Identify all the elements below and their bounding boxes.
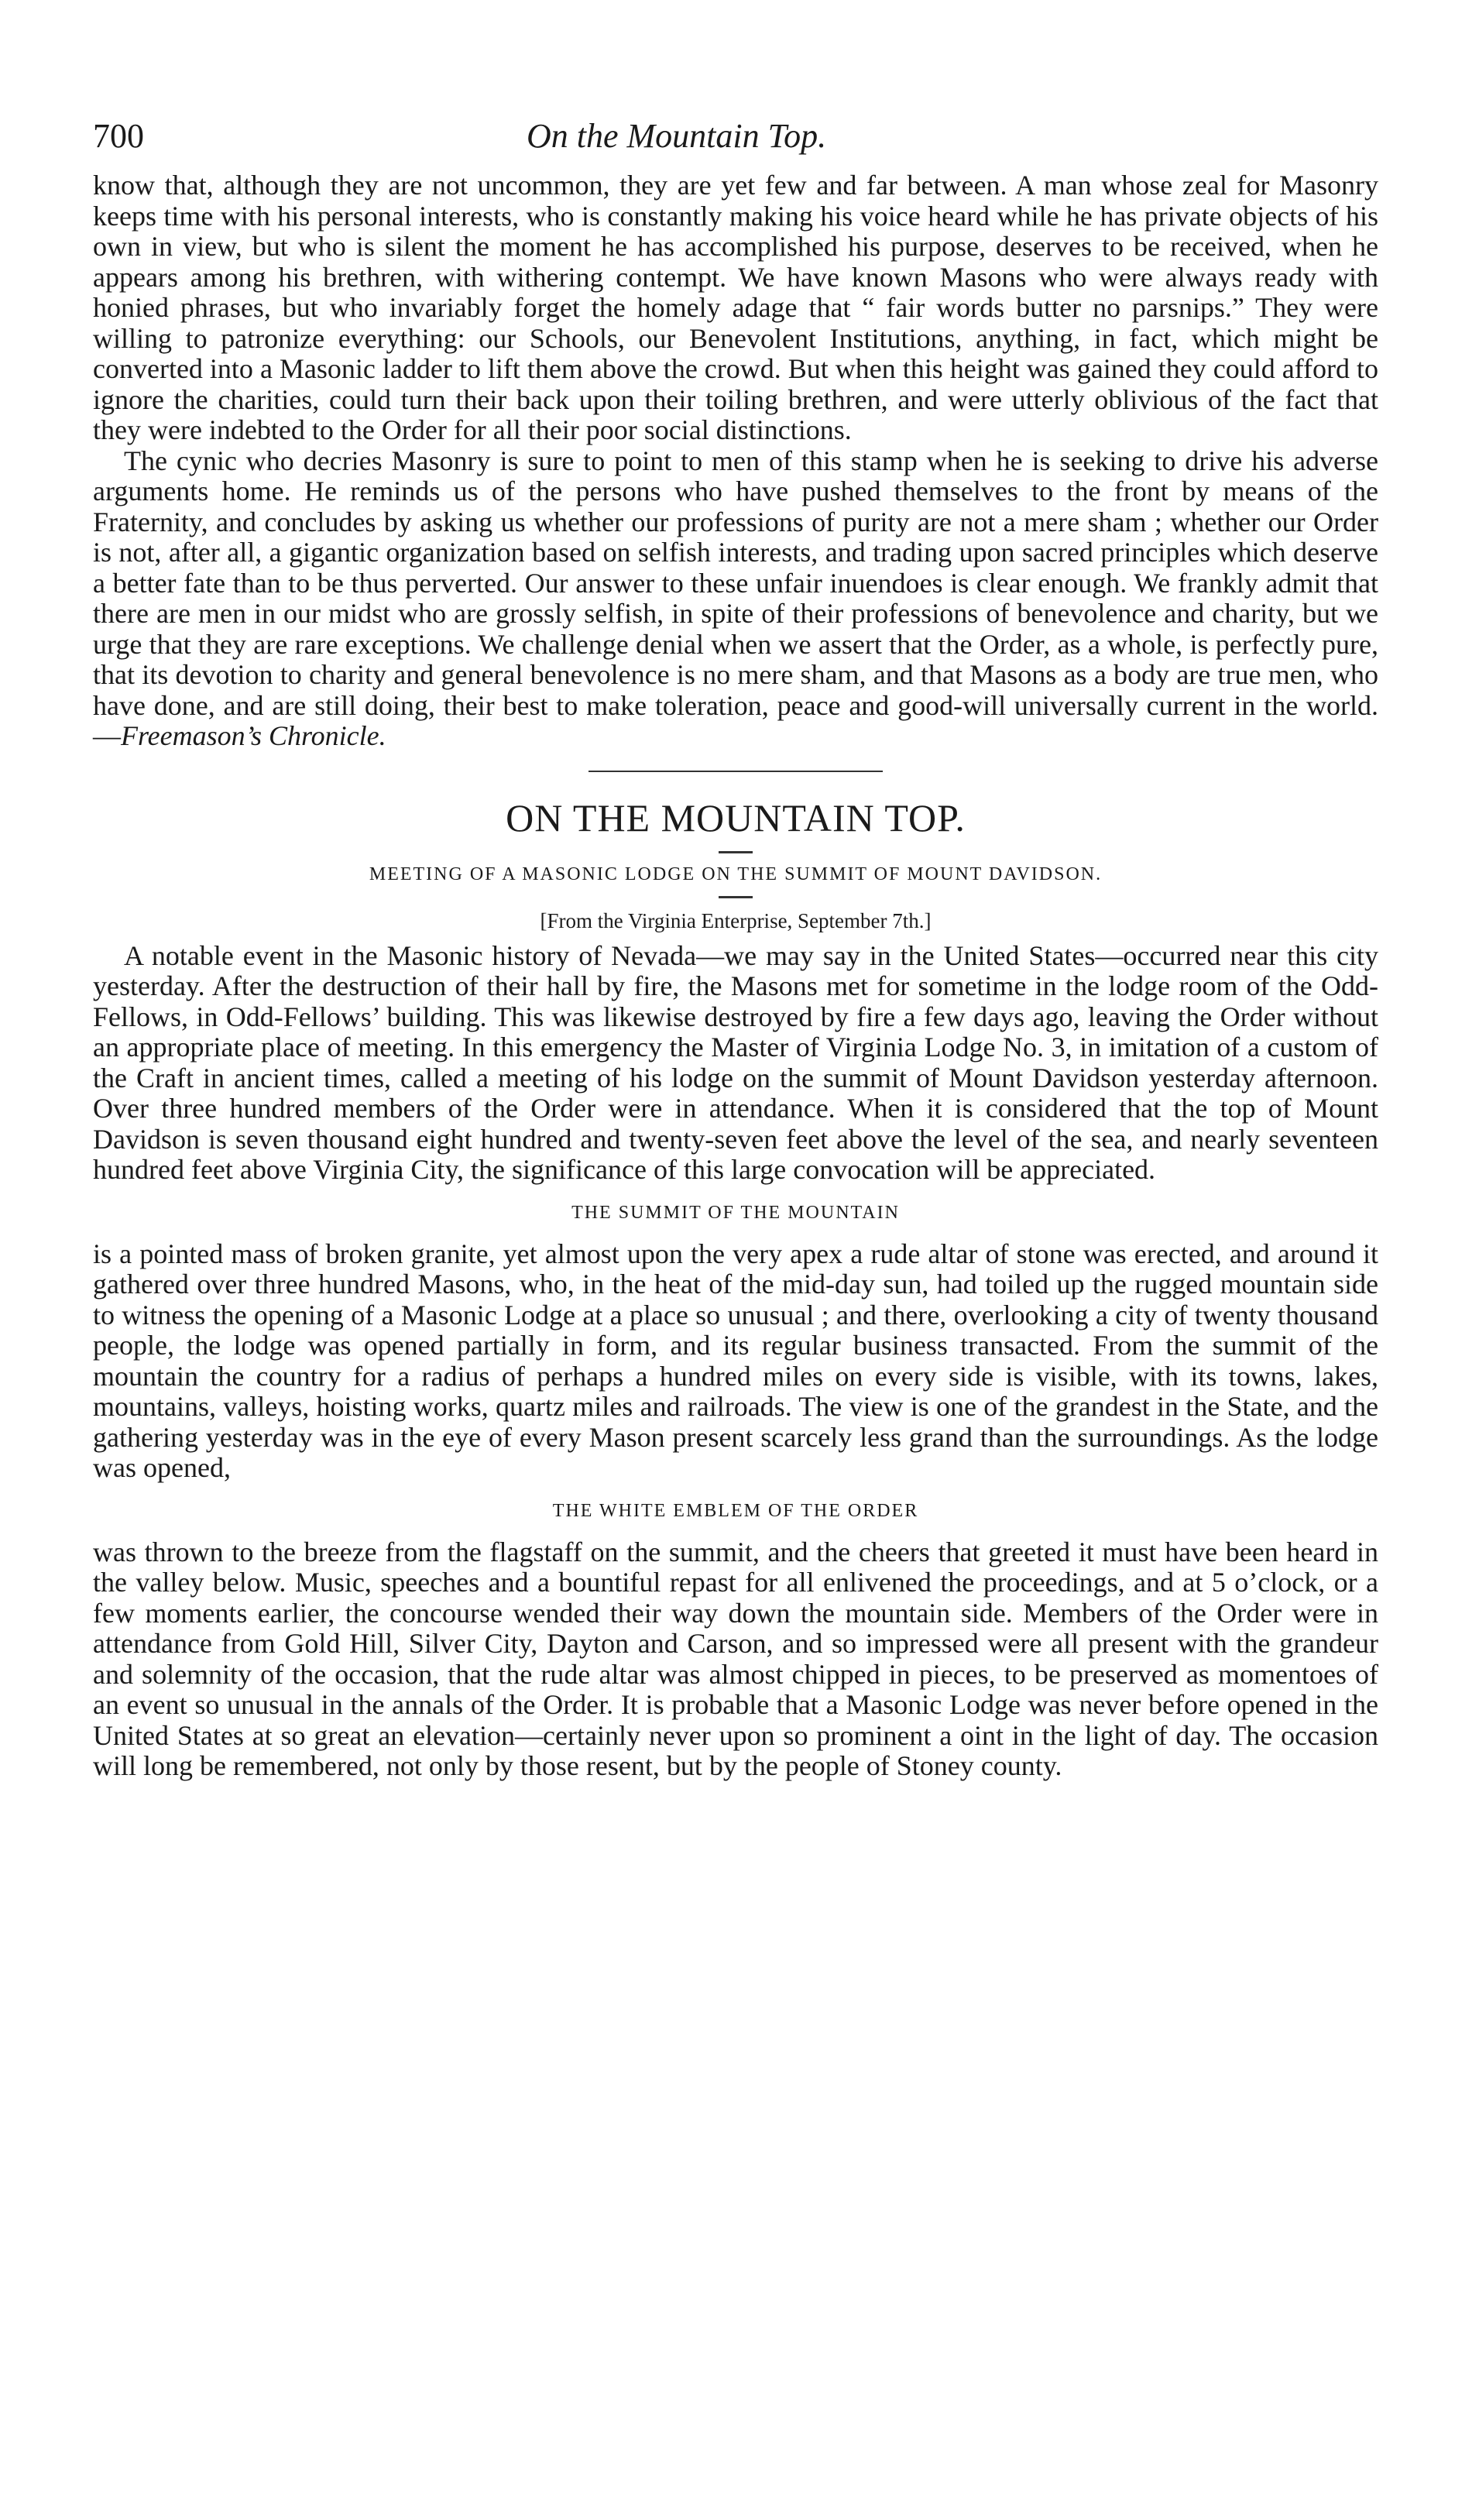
source-attribution: Freemason’s Chronicle. xyxy=(121,720,386,751)
article-paragraph-1: A notable event in the Masonic history of Nevada—we may say in the United States—occurred near this city yesterday. After the destruction of their hall by fire, the Masons met for sometime in the lodge room of the Odd-Fellows, in Odd-Fellows’ building. This was likewise destroyed by fire a few days ago, leaving the Order without an appropriate place of meeting. In this emergency the Master of Virginia Lodge No. 3, in imitation of a custom of the Craft in ancient times, called a meeting of his lodge on the summit of Mount Davidson yesterday afternoon. Over three hundred members of the Order were in attendance. When it is considered that the top of Mount Davidson is seven thousand eight hundred and twenty-seven feet above the level of the sea, and nearly seventeen hundred feet above Virginia City, the significance of this large convocation will be appreciated. xyxy=(93,939,1378,1185)
article-paragraph-2: is a pointed mass of broken granite, yet almost upon the very apex a rude altar of stone was erected, and around it gathered over three hundred Masons, who, in the heat of the mid-day sun, had toiled up the rugged mountain side to witness the opening of a Masonic Lodge at a place so unusual ; and there, overlooking a city of twenty thousand people, the lodge was opened partially in form, and its regular business transacted. From the summit of the mountain the country for a radius of perhaps a hundred miles on every side is visible, with its towns, lakes, mountains, valleys, hoisting works, quartz miles and railroads. The view is one of the grandest in the State, and the gathering yesterday was in the eye of every Mason present scarcely less grand than the surroundings. As the lodge was opened, xyxy=(93,1238,1378,1483)
previous-article-paragraph-final xyxy=(93,446,1378,752)
running-title: On the Mountain Top. xyxy=(527,117,827,155)
page-number: 700 xyxy=(93,117,144,155)
article-subtitle: MEETING OF A MASONIC LODGE ON THE SUMMIT OF MOUNT DAVIDSON. xyxy=(369,863,1103,884)
section-heading-emblem: THE WHITE EMBLEM OF THE ORDER xyxy=(552,1500,919,1521)
previous-article-paragraph-text: The cynic who decries Masonry is sure to point to men of this stamp when he is seeking to drive his adverse arguments home. He reminds us of the persons who have pushed themselves to the front by means of the Fraternity, and concludes by asking us whether our professions of purity are not a mere sham ; whether our Order is not, after all, a gigantic organization based on selfish interests, and trading upon sacred principles which deserve a better fate than to be thus perverted. Our answer to these unfair inuendoes is clear enough. We frankly admit that there are men in our midst who are grossly selfish, in spite of their professions of benevolence and charity, but we urge that they are rare exceptions. We challenge denial when we assert that the Order, as a whole, is perfectly pure, that its devotion to charity and general benevolence is no mere sham, and that Masons as a body are true men, who have done, and are still doing, their best to make toleration, peace and good-will universally current in the world.— xyxy=(93,445,1378,751)
section-heading-summit: THE SUMMIT OF THE MOUNTAIN xyxy=(571,1202,900,1223)
article-title: ON THE MOUNTAIN TOP. xyxy=(506,795,966,839)
source-line: [From the Virginia Enterprise, September 7th.] xyxy=(540,908,932,932)
article-paragraph-3: was thrown to the breeze from the flagstaff on the summit, and the cheers that greeted it must have been heard in the valley below. Music, speeches and a bountiful repast for all enlivened the proceedings, and at 5 o’clock, or a few moments earlier, the concourse wended their way down the mountain side. Members of the Order were in attendance from Gold Hill, Silver City, Dayton and Carson, and so impressed were all present with the grandeur and solemnity of the occasion, that the rude altar was almost chipped in pieces, to be preserved as momentoes of an event so unusual in the annals of the Order. It is probable that a Masonic Lodge was never before opened in the United States at so great an elevation—certainly never upon so prominent a oint in the light of day. The occasion will long be remembered, not only by those resent, but by the people of Stoney county. xyxy=(93,1536,1378,1781)
subtitle-rule xyxy=(719,896,753,898)
title-rule xyxy=(719,851,753,853)
running-head xyxy=(93,116,1378,170)
article-divider xyxy=(589,771,883,772)
document-page xyxy=(93,116,1378,1782)
previous-article-paragraph: know that, although they are not uncommon, they are yet few and far between. A man whose zeal for Masonry keeps time with his personal interests, who is constantly making his voice heard while he has private objects of his own in view, but who is silent the moment he has accomplished his purpose, deserves to be received, when he appears among his brethren, with withering contempt. We have known Masons who were always ready with honied phrases, but who invariably forget the homely adage that “ fair words butter no parsnips.” They were willing to patronize everything: our Schools, our Benevolent Institutions, anything, in fact, which might be converted into a Masonic ladder to lift them above the crowd. But when this height was gained they could afford to ignore the charities, could turn their back upon their toiling brethren, and were utterly oblivious of the fact that they were indebted to the Order for all their poor social distinctions. xyxy=(93,170,1378,445)
